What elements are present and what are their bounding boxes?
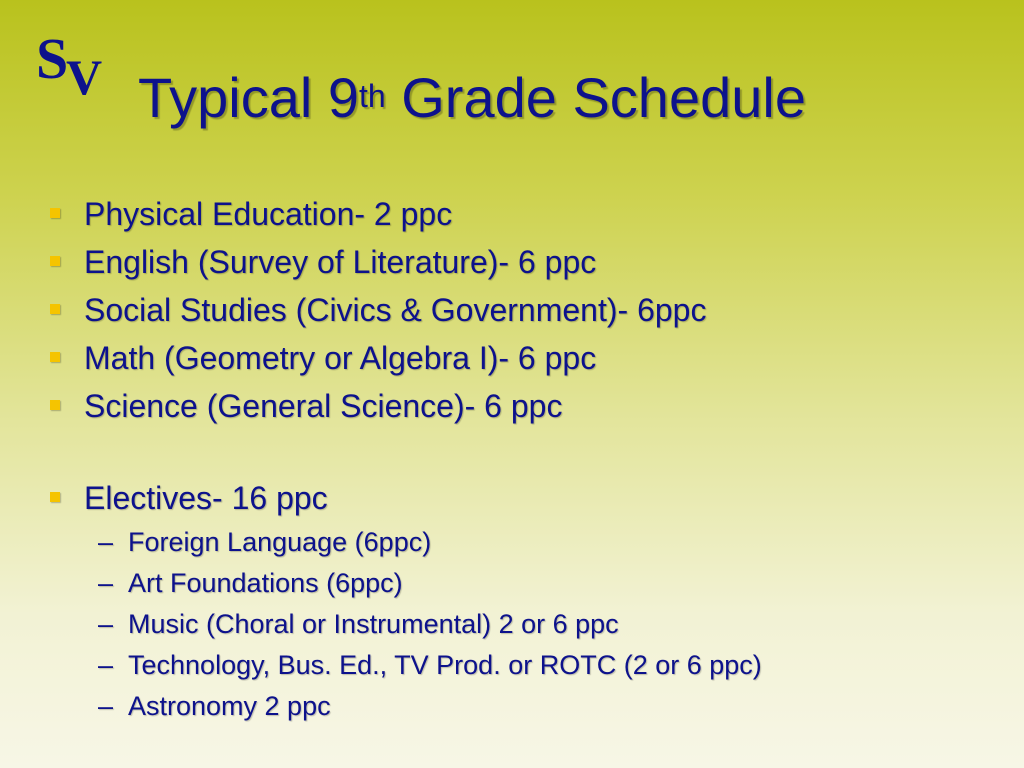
- electives-item: [48, 474, 1008, 522]
- dash-bullet: –: [98, 568, 114, 598]
- square-bullet-icon: [50, 492, 60, 502]
- elective-label: Astronomy 2 ppc: [128, 691, 331, 721]
- elective-label: Art Foundations (6ppc): [128, 568, 403, 598]
- sv-logo: [36, 26, 116, 110]
- elective-item-music: [48, 604, 1008, 645]
- dash-bullet: –: [98, 609, 114, 639]
- square-bullet-icon: [50, 256, 60, 266]
- course-item-physical-education: [48, 190, 1008, 238]
- course-item-science: [48, 382, 1008, 430]
- course-item-english: [48, 238, 1008, 286]
- course-label: Math (Geometry or Algebra I)- 6 ppc: [84, 340, 597, 376]
- logo-letter-s: S: [36, 26, 69, 91]
- course-item-math: [48, 334, 1008, 382]
- square-bullet-icon: [50, 304, 60, 314]
- dash-bullet: –: [98, 527, 114, 557]
- square-bullet-icon: [50, 208, 60, 218]
- elective-item-foreign-language: [48, 522, 1008, 563]
- elective-label: Music (Choral or Instrumental) 2 or 6 ppc: [128, 609, 619, 639]
- dash-bullet: –: [98, 691, 114, 721]
- course-label: Physical Education- 2 ppc: [84, 196, 453, 232]
- course-label: Science (General Science)- 6 ppc: [84, 388, 563, 424]
- title-superscript: th: [359, 78, 386, 114]
- square-bullet-icon: [50, 400, 60, 410]
- elective-item-art-foundations: [48, 563, 1008, 604]
- logo-letter-v: V: [66, 49, 103, 105]
- dash-bullet: –: [98, 650, 114, 680]
- square-bullet-icon: [50, 352, 60, 362]
- course-label: English (Survey of Literature)- 6 ppc: [84, 244, 597, 280]
- electives-label: Electives- 16 ppc: [84, 480, 328, 516]
- course-label: Social Studies (Civics & Government)- 6ppc: [84, 292, 707, 328]
- title-suffix: Grade Schedule: [385, 66, 806, 129]
- schedule-list: [48, 190, 1008, 727]
- elective-item-technology: [48, 645, 1008, 686]
- elective-label: Foreign Language (6ppc): [128, 527, 432, 557]
- page-title: [138, 66, 806, 129]
- list-spacer: [48, 430, 1008, 474]
- course-item-social-studies: [48, 286, 1008, 334]
- title-prefix: Typical 9: [138, 66, 359, 129]
- elective-item-astronomy: [48, 686, 1008, 727]
- elective-label: Technology, Bus. Ed., TV Prod. or ROTC (2 or 6 ppc): [128, 650, 762, 680]
